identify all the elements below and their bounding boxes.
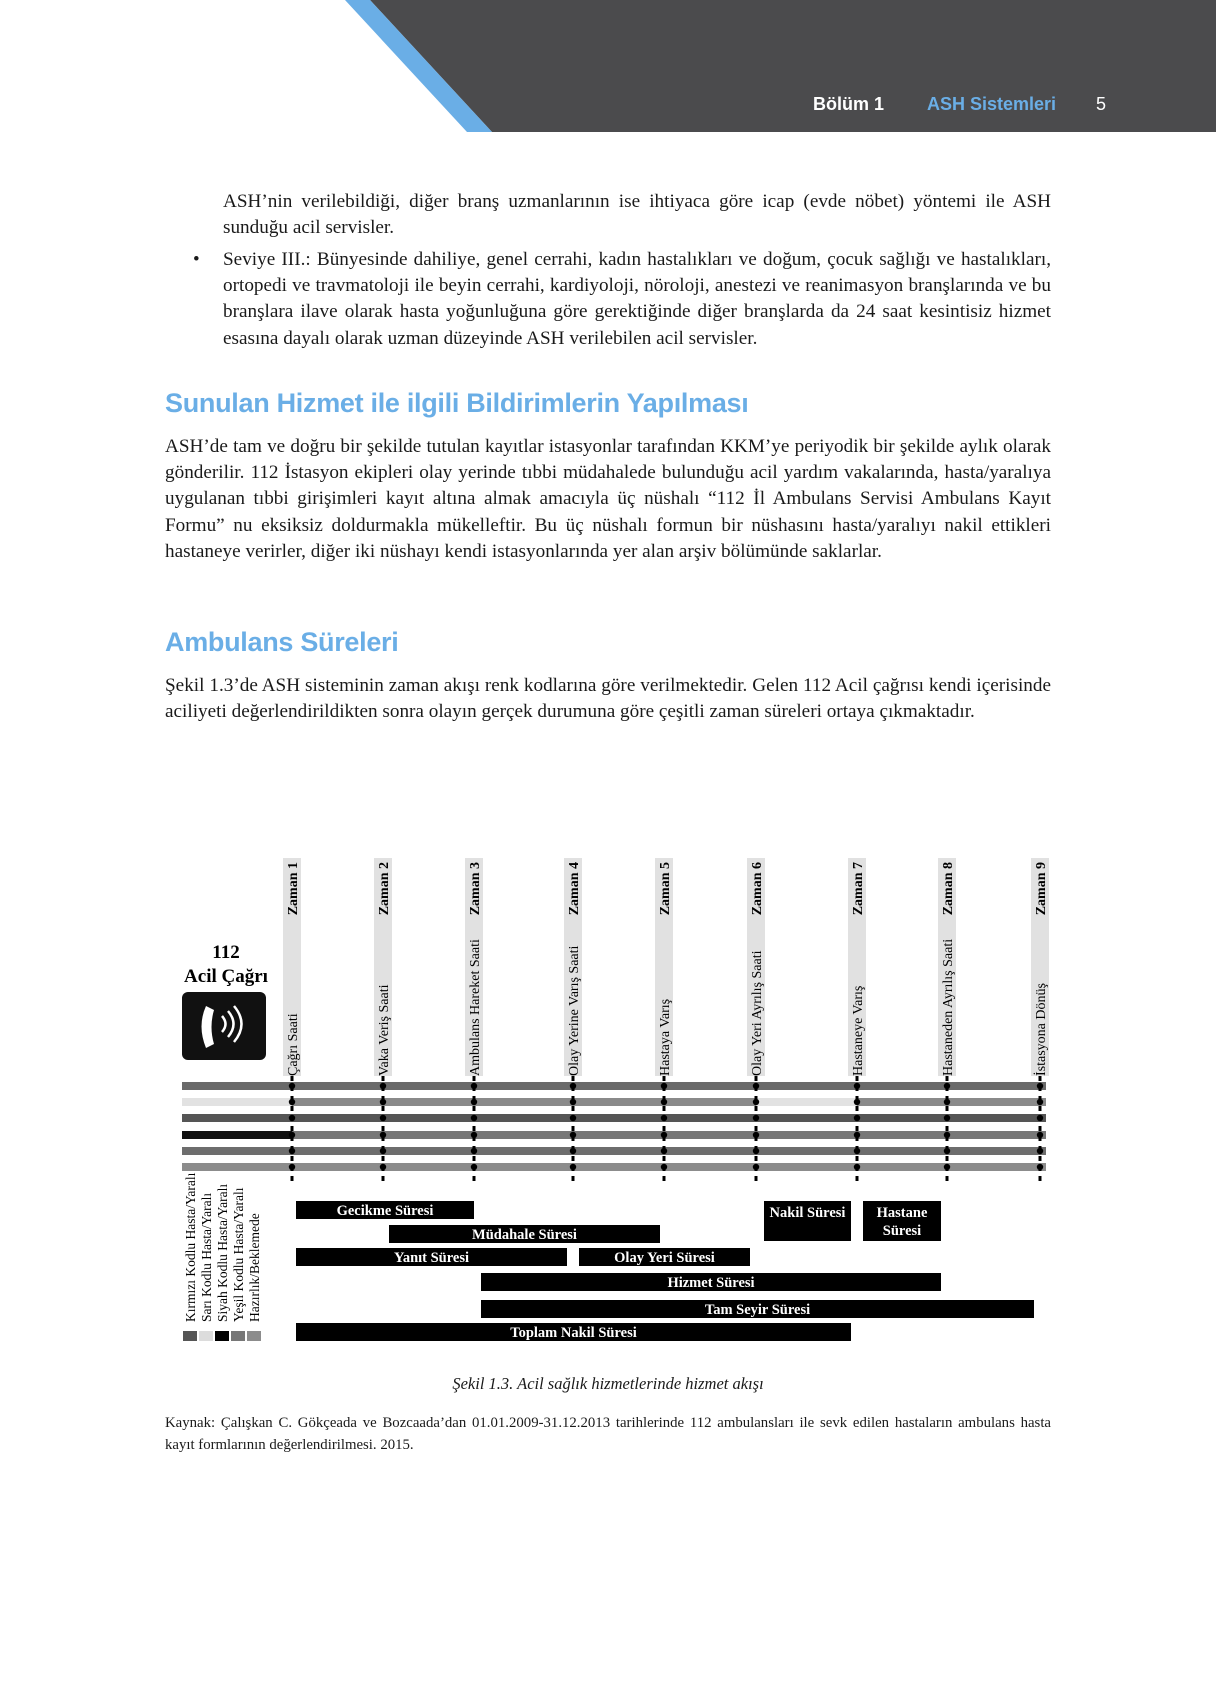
timepoint-dot [570, 1115, 576, 1121]
timepoint-dot [471, 1164, 477, 1170]
timepoint-event-label: Vaka Veriş Saati [377, 984, 392, 1076]
interval-label: Hastane [876, 1205, 928, 1221]
legend-label: Hazırlık/Beklemede [247, 1213, 262, 1322]
timepoint-dot [289, 1083, 295, 1089]
interval-label: Yanıt Süresi [393, 1250, 470, 1266]
legend-swatch [183, 1331, 197, 1341]
legend-label: Kırmızı Kodlu Hasta/Yaralı [183, 1172, 198, 1322]
interval-label: Tam Seyir Süresi [704, 1302, 811, 1318]
timepoint-zaman-label: Zaman 5 [658, 862, 673, 916]
timepoint-dot [753, 1164, 759, 1170]
timepoint-dot [1037, 1083, 1043, 1089]
timepoint-zaman-label: Zaman 3 [468, 862, 483, 916]
legend-label: Sarı Kodlu Hasta/Yaralı [199, 1192, 214, 1322]
timepoint-event-label: Ambulans Hareket Saati [468, 939, 483, 1076]
timepoint-dot [1037, 1132, 1043, 1138]
timepoint-dot [471, 1132, 477, 1138]
legend-label: Yeşil Kodlu Hasta/Yaralı [231, 1187, 246, 1322]
timepoint-event-label: Hastaneden Ayrılış Saati [941, 938, 956, 1076]
timepoint-event-label: Çağrı Saati [286, 1013, 301, 1076]
timeline-line [182, 1147, 1046, 1155]
timepoint-dot [944, 1083, 950, 1089]
timepoint-dot [380, 1164, 386, 1170]
timepoint-event-label: Hastaya Varış [658, 998, 673, 1076]
timepoint-event-label: İstasyona Dönüş [1034, 983, 1049, 1076]
timepoint-dot [289, 1115, 295, 1121]
interval-label: Müdahale Süresi [472, 1227, 577, 1243]
timepoint-dot [570, 1099, 576, 1105]
section-heading-bildirimler: Sunulan Hizmet ile ilgili Bildirimlerin Yapılması [165, 388, 749, 418]
timepoint-dot [854, 1083, 860, 1089]
timepoint-dot [1037, 1148, 1043, 1154]
timepoint-dot [570, 1083, 576, 1089]
legend-swatch [231, 1331, 245, 1341]
timepoint-dot [380, 1148, 386, 1154]
timepoint-dot [471, 1115, 477, 1121]
timepoint-dot [944, 1115, 950, 1121]
interval-label: Hizmet Süresi [667, 1275, 755, 1291]
interval-label: Süresi [882, 1223, 922, 1239]
section-heading-ambulans: Ambulans Süreleri [165, 627, 399, 657]
timepoint-dot [854, 1148, 860, 1154]
section-label: ASH Sistemleri [927, 94, 1057, 114]
timepoint-dot [380, 1099, 386, 1105]
timepoint-zaman-label: Zaman 8 [941, 862, 956, 916]
timeline-line [292, 1098, 756, 1106]
timepoint-event-label: Olay Yeri Ayrılış Saati [750, 950, 765, 1076]
timepoint-dot [854, 1099, 860, 1105]
timepoint-dot [753, 1099, 759, 1105]
timepoint-dot [753, 1115, 759, 1121]
timepoint-dot [471, 1148, 477, 1154]
call-title-number: 112 [212, 942, 240, 963]
timepoint-dot [380, 1083, 386, 1089]
timeline-line [182, 1131, 292, 1139]
call-title-text: Acil Çağrı [184, 966, 268, 987]
timepoint-dot [944, 1132, 950, 1138]
interval-label: Nakil Süresi [769, 1205, 846, 1221]
figure-source: Kaynak: Çalışkan C. Gökçeada ve Bozcaada’dan 01.01.2009-31.12.2013 tarihlerinde 112 ambulansları ile sevk edilen hastaların ambulans hasta kayıt formlarının değerlendirilmesi. 2015. [165, 1415, 1051, 1453]
page-number: 5 [1096, 94, 1107, 114]
section-paragraph-bildirimler: ASH’de tam ve doğru bir şekilde tutulan kayıtlar istasyonlar tarafından KKM’ye periyodik bir şekilde aylık olarak gönderilir. 112 İstasyon ekipleri olay yerinde tıbbi müdahalede bulunduğu acil yardım vakalarında, hasta/yaralıya uygulanan tıbbi girişimleri kayıt altına almak amacıyla üç nüshalı “112 İl Ambulans Servisi Ambulans Kayıt Formu” nu eksiksiz doldurmakla mükelleftir. Bu üç nüshalı formun bir nüshasını hasta/yaralıyı nakil ettikleri hastaneye verirler, diğer iki nüshayı kendi istasyonlarında yer alan arşiv bölümünde saklarlar. [165, 436, 1051, 562]
chapter-label: Bölüm 1 [813, 94, 885, 114]
timepoint-event-label: Olay Yerine Varış Saati [567, 945, 582, 1076]
legend-swatch [215, 1331, 229, 1341]
figure-caption: Şekil 1.3. Acil sağlık hizmetlerinde hizmet akışı [452, 1374, 764, 1393]
timepoint-dot [289, 1148, 295, 1154]
timepoint-dot [1037, 1164, 1043, 1170]
bullet-item: Seviye III.: Bünyesinde dahiliye, genel cerrahi, kadın hastalıkları ve doğum, çocuk sağlığı ve hastalıkları, ortopedi ve travmatoloji ile beyin cerrahi, kardiyoloji, nöroloji, anestezi ve reanimasyon branşlarında ve bu branşlara ilave olarak hasta yoğunluğuna göre gerektiğinde diğer branşlarda da 24 saat kesintisiz hizmet esasına dayalı olarak uzman düzeyinde ASH verilebilen acil servisler. [223, 249, 1051, 349]
timepoint-dot [570, 1148, 576, 1154]
timepoint-dot [661, 1115, 667, 1121]
legend-label: Siyah Kodlu Hasta/Yaralı [215, 1183, 230, 1322]
timepoint-dot [1037, 1115, 1043, 1121]
timeline-line [182, 1114, 1046, 1122]
timepoint-dot [944, 1099, 950, 1105]
intro-continuation: ASH’nin verilebildiği, diğer branş uzmanlarının ise ihtiyaca göre icap (evde nöbet) yöntemi ile ASH sunduğu acil servisler. [223, 191, 1051, 239]
timepoint-zaman-label: Zaman 7 [851, 862, 866, 916]
timepoint-dot [661, 1083, 667, 1089]
timepoint-dot [661, 1099, 667, 1105]
timepoint-dot [289, 1099, 295, 1105]
bullet-marker: • [193, 249, 200, 270]
timepoint-event-label: Hastaneye Varış [851, 985, 866, 1076]
timeline-line [857, 1098, 1046, 1106]
timepoint-zaman-label: Zaman 1 [286, 862, 301, 916]
timepoint-dot [753, 1148, 759, 1154]
timepoint-dot [854, 1115, 860, 1121]
timeline-line [292, 1131, 1046, 1139]
timepoint-zaman-label: Zaman 6 [750, 862, 765, 916]
timeline-line [182, 1082, 1046, 1090]
timepoint-dot [661, 1148, 667, 1154]
timepoint-dot [380, 1115, 386, 1121]
timepoint-dot [854, 1164, 860, 1170]
timepoint-zaman-label: Zaman 4 [567, 862, 582, 916]
timepoint-dot [1037, 1099, 1043, 1105]
timepoint-dot [570, 1132, 576, 1138]
timepoint-dot [944, 1164, 950, 1170]
timepoint-dot [661, 1164, 667, 1170]
timepoint-dot [854, 1132, 860, 1138]
section-paragraph-ambulans: Şekil 1.3’de ASH sisteminin zaman akışı renk kodlarına göre verilmektedir. Gelen 112 Acil çağrısı kendi içerisinde aciliyeti değerlendirildikten sonra olayın gerçek durumuna göre çeşitli zaman süreleri ortaya çıkmaktadır. [165, 675, 1051, 723]
timepoint-dot [289, 1164, 295, 1170]
timepoint-dot [471, 1099, 477, 1105]
legend-swatch [247, 1331, 261, 1341]
timepoint-dot [289, 1132, 295, 1138]
timeline-line [756, 1098, 857, 1106]
interval-label: Olay Yeri Süresi [614, 1250, 715, 1266]
timeline-line [182, 1163, 1046, 1171]
legend-swatch [199, 1331, 213, 1341]
timepoint-dot [944, 1148, 950, 1154]
interval-label: Gecikme Süresi [336, 1203, 434, 1219]
timepoint-dot [661, 1132, 667, 1138]
timepoint-zaman-label: Zaman 9 [1034, 862, 1049, 916]
timepoint-dot [380, 1132, 386, 1138]
timepoint-zaman-label: Zaman 2 [377, 862, 392, 916]
timepoint-dot [570, 1164, 576, 1170]
timeline-line [182, 1098, 292, 1106]
timepoint-dot [471, 1083, 477, 1089]
interval-label: Toplam Nakil Süresi [510, 1325, 637, 1341]
timepoint-dot [753, 1083, 759, 1089]
timepoint-dot [753, 1132, 759, 1138]
